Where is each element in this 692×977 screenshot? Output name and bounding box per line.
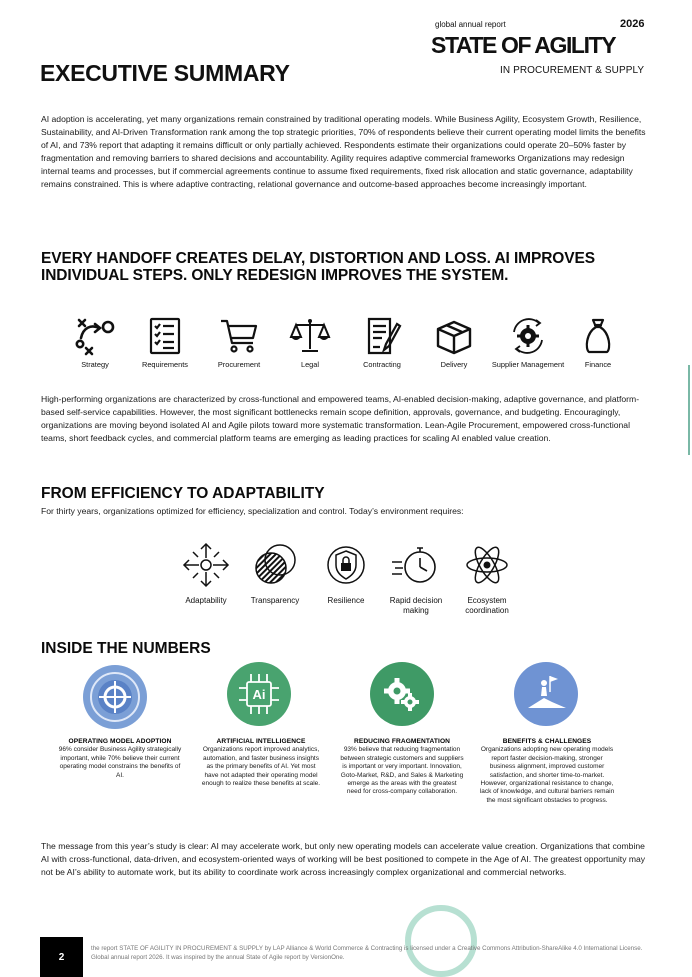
numbers-card-badge — [227, 662, 291, 726]
numbers-heading: INSIDE THE NUMBERS — [41, 640, 211, 657]
money-bag-icon — [576, 316, 620, 356]
requirement-label: Ecosystem coordination — [465, 596, 509, 615]
step-procurement — [201, 316, 277, 369]
step-label: Requirements — [141, 360, 188, 369]
requirement-rapid-decision-making — [380, 540, 452, 616]
handoff-heading — [41, 250, 661, 284]
step-label: Finance — [584, 360, 612, 369]
step-supplier-management — [490, 316, 566, 369]
numbers-card-text: 93% believe that reducing fragmentation between strategic customers and suppliers is important or very important. Innovation, Goto-Market, R&D, and Sales & Marketing emerge as the areas with the greatest need for cross-company collaboration. — [340, 746, 464, 796]
step-legal — [272, 316, 348, 369]
step-label: Procurement — [217, 360, 261, 369]
step-requirements — [127, 316, 203, 369]
decorative-arc — [405, 905, 477, 977]
step-label: Delivery — [440, 360, 468, 369]
atom-icon — [461, 540, 513, 590]
requirement-resilience — [310, 540, 382, 606]
handoff-body: High-performing organizations are characterized by cross-functional and empowered teams, AI-enabled decision-making, adaptive governance, and platform-based self-service capabilities. However, the most significant bottlenecks remain scope definition, approvals, governance, and budgeting. Encouragingly, organizations are moving beyond isolated AI and Agile pilots toward more systematic transformation. Lean-Agile Procurement, empowered cross-functional teams, short feedback cycles, and commercial platform teams are emerging as leading practices for scaling AI enabled value creation. — [41, 394, 640, 443]
executive-summary-body: AI adoption is accelerating, yet many organizations remain constrained by traditional operating models. While Business Agility, Ecosystem Growth, Resilience, Sustainability, and AI-Driven Transformation rank among the top strategic priorities, 70% of respondents believe their current operating model limits the benefits of AI, and 73% report that adapting it remains difficult or only partially achieved. Respondents estimate their organizations could operate 20–50% faster by fragmentation and removing barriers to shared decisions and accountability. Agility requires adaptive commercial frameworks Organizations may redesign internal teams and processes, but if commercial agreements continue to assume fixed requirements, fixed risk allocation and static governance, adaptability remains constrained. This is where adaptive contracting, relational governance and outcome-based approaches become increasingly important. — [41, 114, 646, 189]
arrows-icon — [180, 540, 232, 590]
step-delivery — [416, 316, 492, 369]
handoff-heading-line1: EVERY HANDOFF CREATES DELAY, DISTORTION AND LOSS. AI IMPROVES — [41, 250, 595, 267]
numbers-card-title: OPERATING MODEL ADOPTION — [68, 738, 172, 745]
box-icon — [432, 316, 476, 356]
conclusion-body: The message from this year’s study is clear: AI may accelerate work, but only new operating models can accelerate value creation. Organizations that combine AI with cross-functional, data-driven, and ecosystem-oriented ways of working will be best positioned to compete in the Age of AI. The greatest opportunity may not be AI’s ability to automate work, but its ability to coordinate work across increasingly complex organizational and commercial networks. — [41, 841, 646, 877]
contract-icon — [360, 316, 404, 356]
requirement-ecosystem-coordination — [451, 540, 523, 616]
supplier-gear-icon — [506, 316, 550, 356]
requirement-label: Resilience — [327, 596, 365, 605]
requirement-label: Transparency — [250, 596, 300, 605]
numbers-card-title: ARTIFICIAL INTELLIGENCE — [216, 738, 306, 745]
numbers-card-title: REDUCING FRAGMENTATION — [353, 738, 451, 745]
ai-chip-icon — [227, 662, 291, 726]
efficiency-heading: FROM EFFICIENCY TO ADAPTABILITY — [41, 485, 325, 502]
report-subtitle: IN PROCUREMENT & SUPPLY — [500, 65, 645, 76]
shield-lock-icon — [320, 540, 372, 590]
summit-flag-icon — [514, 662, 578, 726]
step-finance — [560, 316, 636, 369]
step-label: Strategy — [81, 360, 109, 369]
svg-text:Ai: Ai — [252, 687, 266, 702]
numbers-card — [478, 738, 616, 805]
numbers-card — [58, 738, 182, 780]
step-label: Supplier Management — [491, 360, 565, 369]
edge-accent-line — [688, 365, 690, 455]
handoff-heading-line2: INDIVIDUAL STEPS. ONLY REDESIGN IMPROVES THE SYSTEM. — [41, 267, 509, 284]
step-strategy — [57, 316, 133, 369]
numbers-card-title: BENEFITS & CHALLENGES — [502, 738, 592, 745]
requirement-transparency — [239, 540, 311, 606]
cart-icon — [217, 316, 261, 356]
requirement-label: Rapid decision making — [389, 596, 443, 615]
checklist-icon — [143, 316, 187, 356]
numbers-card-badge — [83, 665, 147, 729]
report-year: 2026 — [620, 18, 645, 30]
numbers-card-text: Organizations adopting new operating models report faster decision-making, stronger business alignment, improved customer satisfaction, and shorter time-to-market. However, organizational resistance to change, lack of knowledge, and cultural barriers remain the most significant obstacles to progress. — [479, 746, 615, 804]
numbers-card-text: Organizations report improved analytics, automation, and faster business insights as the primary benefits of AI. Yet most have not adapted their operating model enough to realize these benefits at scale. — [201, 746, 321, 788]
stopwatch-icon — [390, 540, 442, 590]
scales-icon — [288, 316, 332, 356]
numbers-card — [199, 738, 323, 788]
footer-license-text: the report STATE OF AGILITY IN PROCUREMENT & SUPPLY by LAP Alliance & World Commerce & Contracting is licensed under a Creative Commons Attribution-ShareAlike 4.0 International License. Global annual report 2026. It was inspired by the annual State of Agile report by VersionOne. — [91, 945, 643, 961]
page-number: 2 — [40, 937, 83, 977]
efficiency-intro: For thirty years, organizations optimized for efficiency, specialization and control. Today’s environment requires: — [41, 506, 464, 516]
layers-icon — [249, 540, 301, 590]
numbers-card-badge — [370, 662, 434, 726]
step-label: Contracting — [363, 360, 401, 369]
gears-icon — [370, 662, 434, 726]
requirement-label: Adaptability — [185, 596, 227, 605]
step-label: Legal — [300, 360, 320, 369]
numbers-card-badge — [514, 662, 578, 726]
requirement-adaptability — [170, 540, 242, 606]
target-icon — [83, 665, 147, 729]
report-label: global annual report — [435, 20, 506, 29]
step-contracting — [344, 316, 420, 369]
strategy-icon — [73, 316, 117, 356]
report-title: STATE OF AGILITY — [431, 32, 616, 58]
numbers-card — [340, 738, 464, 797]
numbers-card-text: 96% consider Business Agility strategically important, while 70% believe their current operating model constrains the benefits of AI. — [58, 746, 182, 779]
executive-summary-title: EXECUTIVE SUMMARY — [40, 60, 290, 86]
